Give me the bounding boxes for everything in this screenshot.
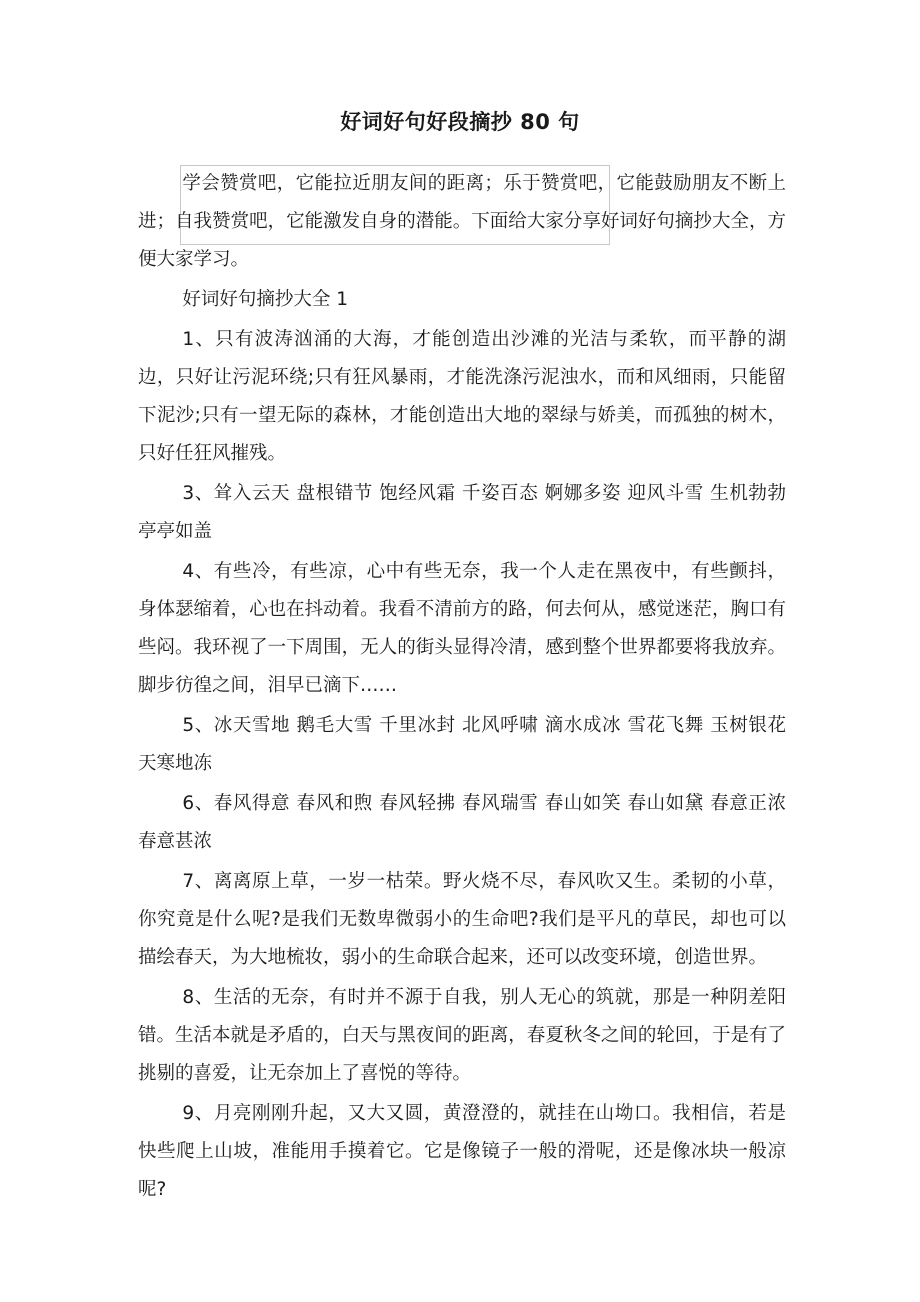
paragraph-1: 1、只有波涛汹涌的大海，才能创造出沙滩的光洁与柔软，而平静的湖边，只好让污泥环绕;只有狂风暴雨，才能洗涤污泥浊水，而和风细雨，只能留下泥沙;只有一望无际的森林，才能创造出大地的翠绿与娇美，而孤独的树木，只好任狂风摧残。: [138, 329, 786, 464]
paragraph-6: 6、春风得意 春风和煦 春风轻拂 春风瑞雪 春山如笑 春山如黛 春意正浓 春意甚浓: [138, 793, 786, 852]
paragraph-8: 8、生活的无奈，有时并不源于自我，别人无心的筑就，那是一种阴差阳错。生活本就是矛盾的，白天与黑夜间的距离，春夏秋冬之间的轮回，于是有了挑剔的喜爱，让无奈加上了喜悦的等待。: [138, 987, 786, 1084]
section-heading: 好词好句摘抄大全 1: [182, 289, 349, 310]
paragraph-3: 3、耸入云天 盘根错节 饱经风霜 千姿百态 婀娜多姿 迎风斗雪 生机勃勃 亭亭如盖: [138, 483, 786, 542]
intro-paragraph: 学会赞赏吧，它能拉近朋友间的距离；乐于赞赏吧，它能鼓励朋友不断上进；自我赞赏吧，它能激发自身的潜能。下面给大家分享好词好句摘抄大全，方便大家学习。: [138, 173, 786, 270]
paragraph-9: 9、月亮刚刚升起，又大又圆，黄澄澄的，就挂在山坳口。我相信，若是快些爬上山坡，准能用手摸着它。它是像镜子一般的滑呢，还是像冰块一般凉呢?: [138, 1103, 786, 1200]
document-title: 好词好句好段摘抄 80 句: [340, 110, 580, 134]
paragraph-4: 4、有些冷，有些凉，心中有些无奈，我一个人走在黑夜中，有些颤抖，身体瑟缩着，心也在抖动着。我看不清前方的路，何去何从，感觉迷茫，胸口有些闷。我环视了一下周围，无人的街头显得冷清，感到整个世界都要将我放弃。脚步彷徨之间，泪早已滴下……: [138, 561, 786, 696]
paragraph-5: 5、冰天雪地 鹅毛大雪 千里冰封 北风呼啸 滴水成冰 雪花飞舞 玉树银花 天寒地冻: [138, 715, 786, 774]
paragraph-7: 7、离离原上草，一岁一枯荣。野火烧不尽，春风吹又生。柔韧的小草，你究竟是什么呢?是我们无数卑微弱小的生命吧?我们是平凡的草民，却也可以描绘春天，为大地梳妆，弱小的生命联合起来，还可以改变环境，创造世界。: [138, 871, 786, 968]
document-body: [138, 165, 786, 1209]
